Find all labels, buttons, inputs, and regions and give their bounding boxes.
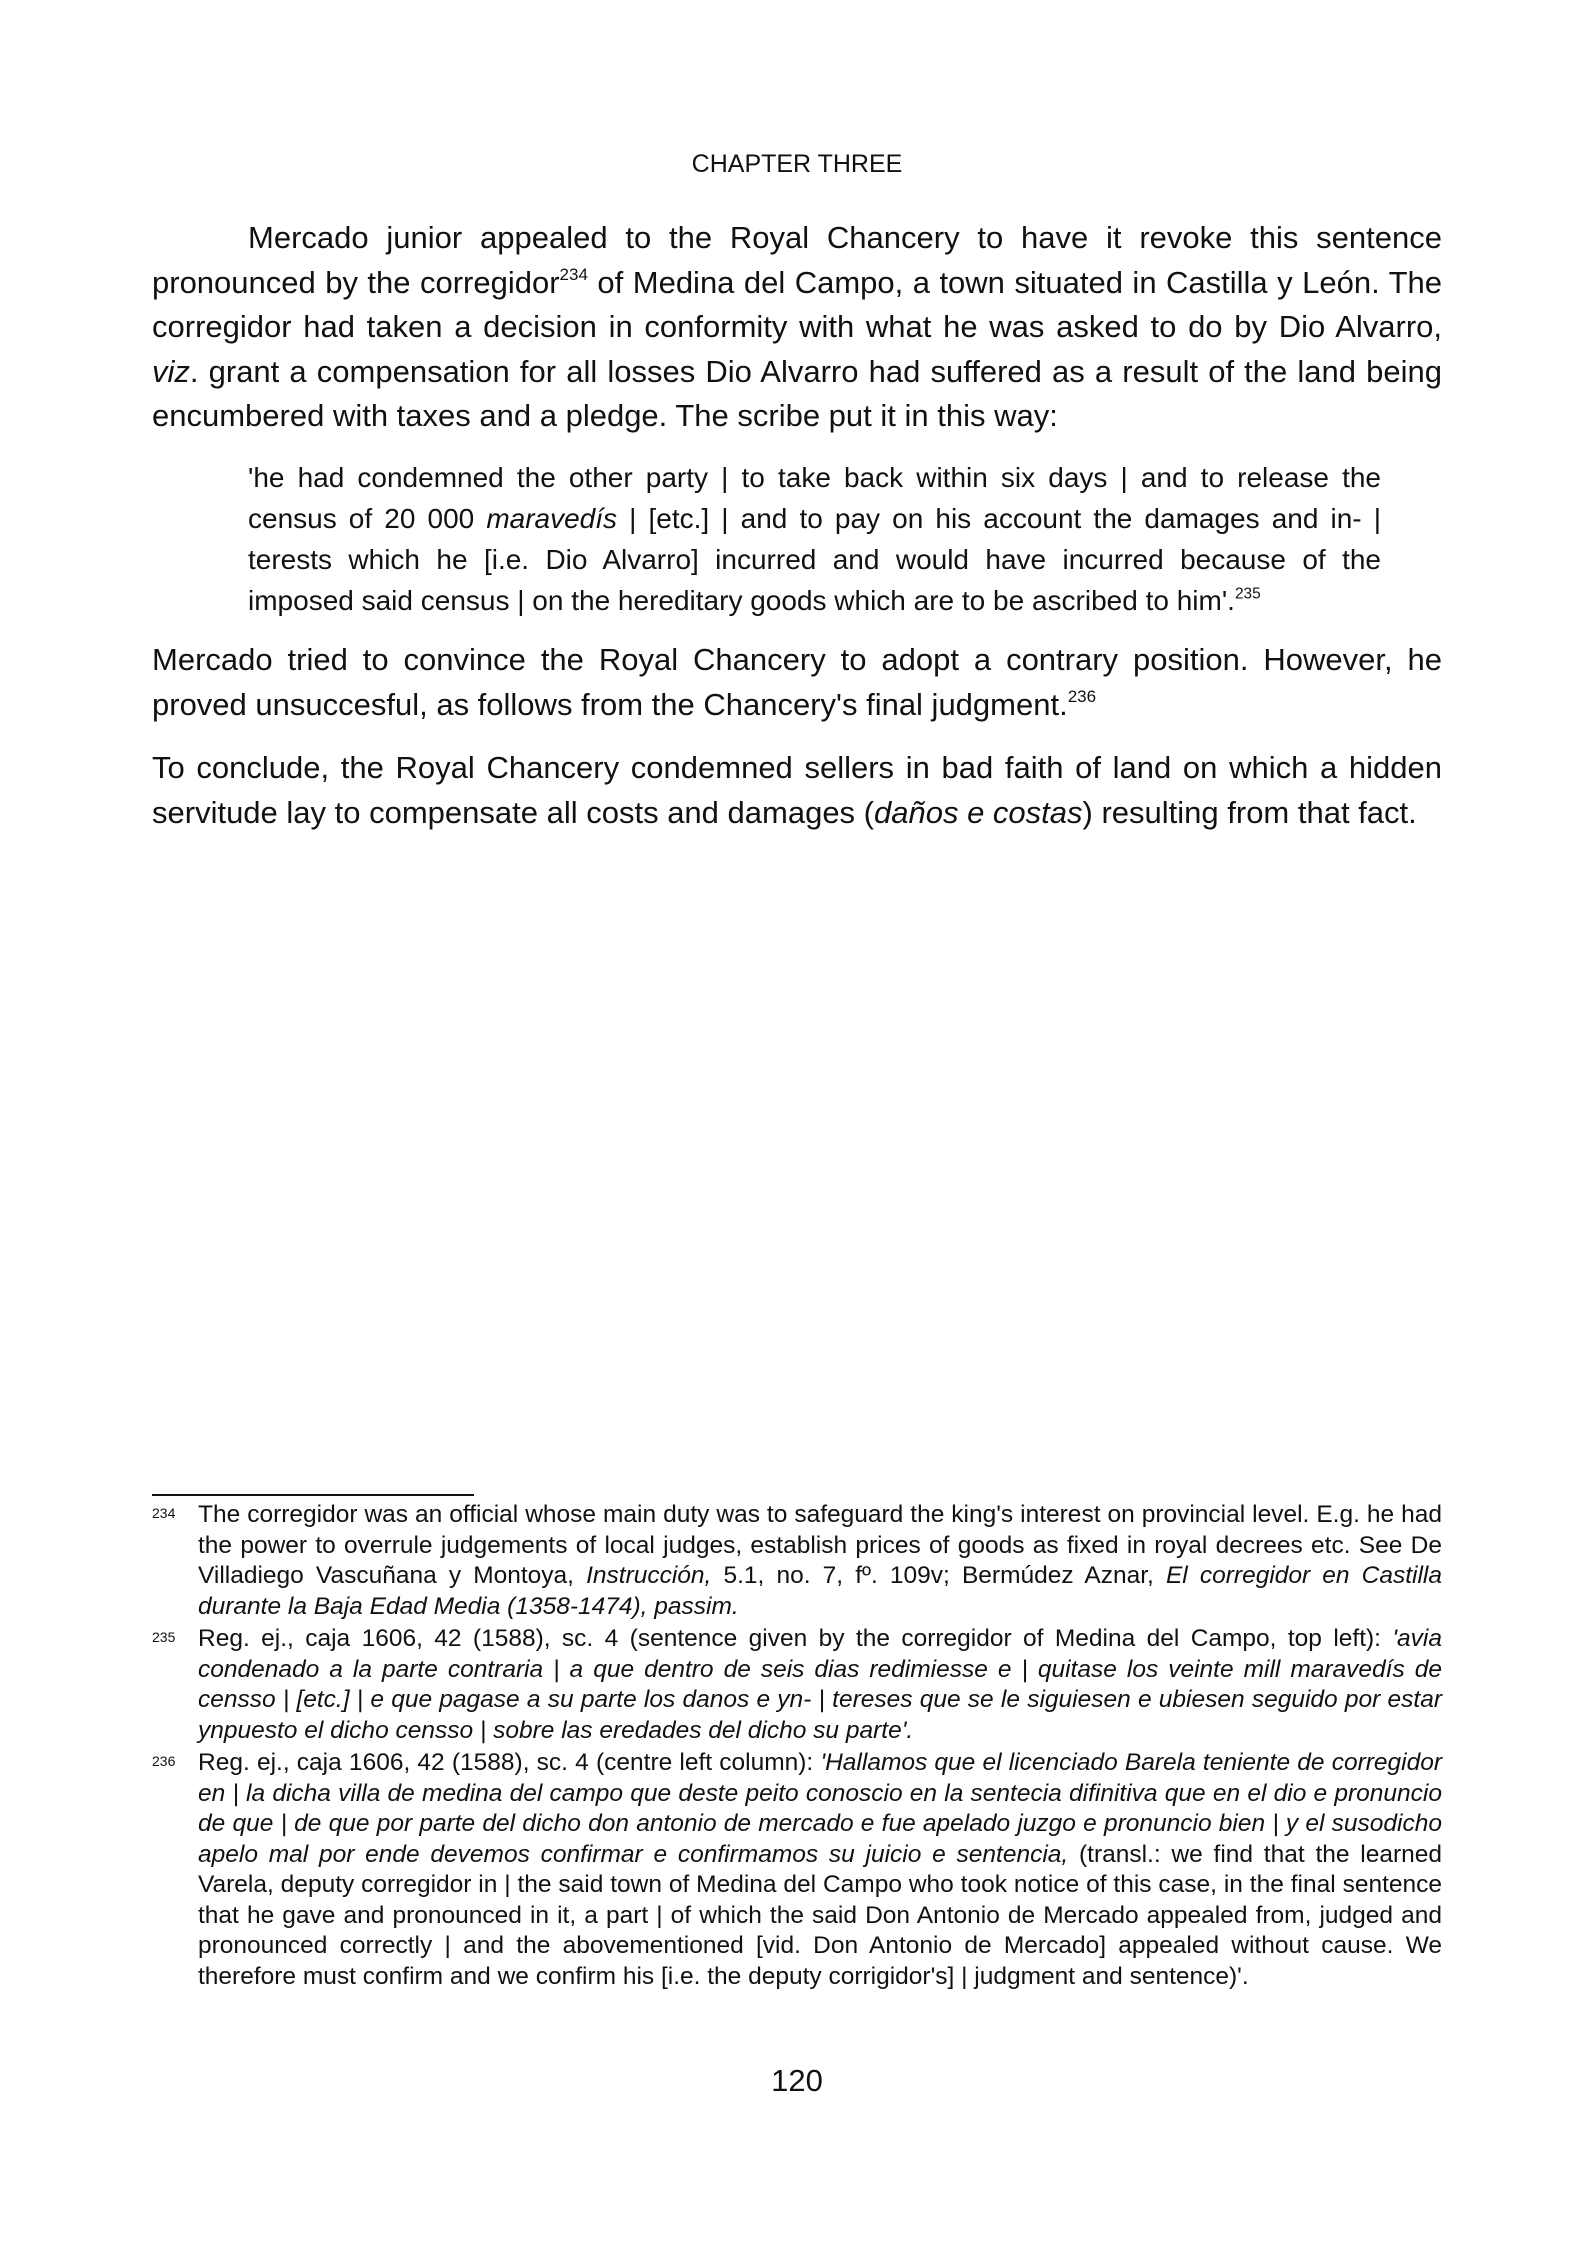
italic-text: viz bbox=[152, 353, 190, 389]
text: ) resulting from that fact. bbox=[1082, 794, 1417, 830]
text: (transl.: we find that the learned Varela, deputy corregidor in | the said town of Medina del Campo who took notice of this case, in the final sentence that he gave and pronounced in it, a part | of which the said Don Antonio de Mercado appealed from, judged and pronounced correctly | and the abovementioned [vid. Don Antonio de Mercado] appealed without cause. We therefore must confirm and we confirm his [i.e. the deputy corrigidor's] | judgment and sentence)'. bbox=[198, 1840, 1443, 1990]
text: . grant a compensation for all losses Dio Alvarro had suffered as a result of the land being encumbered with taxes and a pledge. The scribe put it in this way: bbox=[152, 353, 1442, 433]
italic-text: 'avia condenado a la parte contraria | a que dentro de seis dias redimiesse e | quitase los veinte mill maravedís de censso | [etc.] | e que pagase a su parte los danos e yn- | tereses que se le siguiesen e ubiesen seguido por estar ynpuesto el dicho censso | sobre las eredades del dicho su parte'. bbox=[198, 1625, 1442, 1744]
text: To conclude, the Royal Chancery condemned sellers in bad faith of land on which a hidden servitude lay to compensate all costs and damages ( bbox=[152, 750, 1442, 830]
italic-text: 'Hallamos que el licenciado Barela teniente de corregidor en | la dicha villa de medina del campo que deste peito conoscio en la sentecia difinitiva que en el dio e pronuncio de que | de que por parte del dicho don antonio de mercado e fue apelado juzgo e pronuncio bien | y el susodicho apelo mal por ende devemos confirmar e confirmamos su juicio e sentencia, bbox=[198, 1749, 1442, 1868]
footnote-236 bbox=[152, 1748, 1442, 1992]
footnote-text bbox=[198, 1748, 1442, 1992]
block-quote bbox=[248, 457, 1381, 621]
text: Mercado junior appealed to the Royal Chancery to have it revoke this sentence pronounced by the corregidor bbox=[152, 220, 1442, 300]
footnote-number: 235 bbox=[152, 1629, 176, 1645]
page-number: 120 bbox=[771, 2063, 823, 2098]
text: Mercado tried to convince the Royal Chancery to adopt a contrary position. However, he proved unsuccesful, as follows from the Chancery's final judgment. bbox=[152, 642, 1442, 722]
text: Reg. ej., caja 1606, 42 (1588), sc. 4 (sentence given by the corregidor of Medina del Campo, top left): bbox=[198, 1625, 1393, 1652]
footnote-separator bbox=[152, 1494, 474, 1496]
footnote-234 bbox=[152, 1500, 1442, 1622]
italic-text: El corregidor en Castilla durante la Baja Edad Media (1358-1474), passim. bbox=[198, 1562, 1442, 1620]
footnote-number: 234 bbox=[152, 1505, 176, 1521]
text: | [etc.] | and to pay on his account the damages and in- | terests which he [i.e. Dio Alvarro] incurred and would have incurred because of the imposed said census | on the hereditary goods which are to be ascribed to him'. bbox=[248, 503, 1382, 616]
footnote-text bbox=[198, 1624, 1442, 1746]
footnote-235 bbox=[152, 1624, 1442, 1746]
footnote-ref-236[interactable]: 236 bbox=[1067, 686, 1097, 706]
footnote-ref-235[interactable]: 235 bbox=[1234, 585, 1261, 603]
footnote-ref-234[interactable]: 234 bbox=[559, 264, 588, 284]
paragraph-1 bbox=[152, 216, 1442, 439]
italic-text: maravedís bbox=[486, 503, 618, 534]
paragraph-2 bbox=[152, 638, 1442, 727]
running-header: CHAPTER THREE bbox=[691, 150, 903, 178]
text: The corregidor was an official whose main duty was to safeguard the king's interest on provincial level. E.g. he had the power to overrule judgements of local judges, establish prices of goods as fixed in royal decrees etc. See De Villadiego Vascuñana y Montoya, bbox=[198, 1501, 1442, 1589]
text: 5.1, no. 7, fº. 109v; Bermúdez Aznar, bbox=[711, 1562, 1166, 1589]
italic-text: daños e costas bbox=[874, 794, 1083, 830]
text: 'he had condemned the other party | to take back within six days | and to release the census of 20 000 bbox=[248, 462, 1381, 534]
paragraph-3 bbox=[152, 746, 1442, 835]
text: of Medina del Campo, a town situated in Castilla y León. The corregidor had taken a decision in conformity with what he was asked to do by Dio Alvarro, bbox=[152, 264, 1443, 344]
italic-text: Instrucción, bbox=[586, 1562, 712, 1589]
footnote-text bbox=[198, 1500, 1442, 1622]
text: Reg. ej., caja 1606, 42 (1588), sc. 4 (centre left column): bbox=[198, 1749, 821, 1776]
footnote-number: 236 bbox=[152, 1753, 176, 1769]
